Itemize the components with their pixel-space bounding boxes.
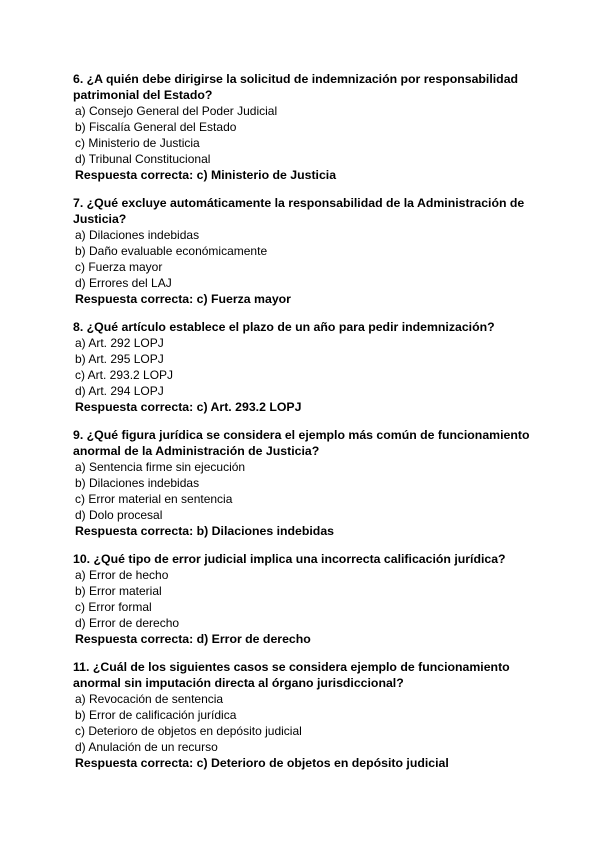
- option-c: c) Error formal: [75, 600, 152, 614]
- question-10: [73, 551, 543, 647]
- correct-answer: Respuesta correcta: c) Fuerza mayor: [75, 292, 291, 306]
- options-list: [73, 335, 543, 399]
- question-title: 9. ¿Qué figura jurídica se considera el ejemplo más común de funcionamiento anormal de la Administración de Justicia?: [73, 428, 530, 458]
- correct-answer: Respuesta correcta: d) Error de derecho: [75, 632, 311, 646]
- options-list: [73, 567, 543, 631]
- options-list: [73, 459, 543, 523]
- correct-answer: Respuesta correcta: c) Ministerio de Justicia: [75, 168, 337, 182]
- option-c: c) Fuerza mayor: [75, 260, 163, 274]
- option-c: c) Ministerio de Justicia: [75, 136, 200, 150]
- option-b: b) Daño evaluable económicamente: [75, 244, 268, 258]
- question-title: 6. ¿A quién debe dirigirse la solicitud de indemnización por responsabilidad patrimonial del Estado?: [73, 72, 519, 102]
- options-list: [73, 227, 543, 291]
- question-11: [73, 659, 543, 771]
- option-d: d) Tribunal Constitucional: [75, 152, 211, 166]
- option-c: c) Error material en sentencia: [75, 492, 233, 506]
- option-b: b) Error material: [75, 584, 162, 598]
- option-a: a) Dilaciones indebidas: [75, 228, 200, 242]
- option-a: a) Art. 292 LOPJ: [75, 336, 164, 350]
- option-b: b) Dilaciones indebidas: [75, 476, 200, 490]
- option-c: c) Art. 293.2 LOPJ: [75, 368, 174, 382]
- question-title: 7. ¿Qué excluye automáticamente la responsabilidad de la Administración de Justicia?: [73, 196, 525, 226]
- option-c: c) Deterioro de objetos en depósito judicial: [75, 724, 302, 738]
- option-b: b) Error de calificación jurídica: [75, 708, 237, 722]
- question-9: [73, 427, 543, 539]
- correct-answer: Respuesta correcta: b) Dilaciones indebidas: [75, 524, 334, 538]
- options-list: [73, 691, 543, 755]
- question-title: 10. ¿Qué tipo de error judicial implica una incorrecta calificación jurídica?: [73, 552, 506, 566]
- option-d: d) Anulación de un recurso: [75, 740, 218, 754]
- correct-answer: Respuesta correcta: c) Deterioro de objetos en depósito judicial: [75, 756, 449, 770]
- option-d: d) Errores del LAJ: [75, 276, 172, 290]
- option-a: a) Sentencia firme sin ejecución: [75, 460, 246, 474]
- question-8: [73, 319, 543, 415]
- option-d: d) Error de derecho: [75, 616, 180, 630]
- question-7: [73, 195, 543, 307]
- question-title: 8. ¿Qué artículo establece el plazo de un año para pedir indemnización?: [73, 320, 495, 334]
- question-6: [73, 71, 543, 183]
- option-d: d) Dolo procesal: [75, 508, 163, 522]
- correct-answer: Respuesta correcta: c) Art. 293.2 LOPJ: [75, 400, 302, 414]
- question-title: 11. ¿Cuál de los siguientes casos se considera ejemplo de funcionamiento anormal sin imputación directa al órgano jurisdiccional?: [73, 660, 510, 690]
- option-a: a) Error de hecho: [75, 568, 169, 582]
- options-list: [73, 103, 543, 167]
- option-a: a) Consejo General del Poder Judicial: [75, 104, 278, 118]
- option-b: b) Art. 295 LOPJ: [75, 352, 164, 366]
- option-b: b) Fiscalía General del Estado: [75, 120, 237, 134]
- option-a: a) Revocación de sentencia: [75, 692, 224, 706]
- option-d: d) Art. 294 LOPJ: [75, 384, 164, 398]
